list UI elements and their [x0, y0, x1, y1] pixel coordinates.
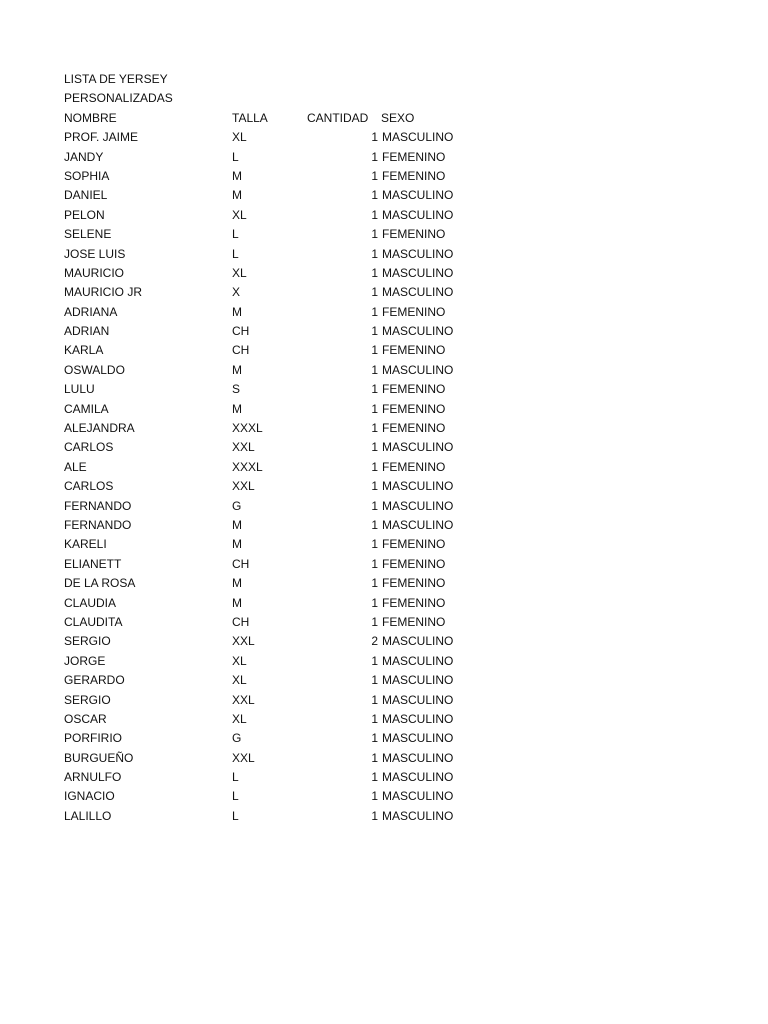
jersey-list-sheet [64, 70, 464, 826]
row-size: XL [232, 207, 247, 222]
row-quantity: 1 [371, 343, 378, 358]
row-name: MAURICIO [64, 265, 124, 280]
row-quantity: 1 [371, 324, 378, 339]
roster-rows [64, 128, 464, 826]
row-quantity: 1 [371, 479, 378, 494]
row-quantity: 1 [371, 304, 378, 319]
row-sex: FEMENINO [382, 576, 446, 591]
row-sex: MASCULINO [382, 789, 454, 804]
table-row [64, 264, 464, 283]
row-size: XXL [232, 440, 255, 455]
row-size: XL [232, 130, 247, 145]
row-name: ARNULFO [64, 770, 122, 785]
row-size: XL [232, 673, 247, 688]
row-quantity: 1 [371, 576, 378, 591]
row-sex: FEMENINO [382, 168, 446, 183]
row-size: G [232, 731, 242, 746]
row-quantity: 1 [371, 537, 378, 552]
row-sex: MASCULINO [382, 692, 454, 707]
table-row [64, 458, 464, 477]
row-quantity: 1 [371, 362, 378, 377]
row-quantity: 1 [371, 188, 378, 203]
row-name: SERGIO [64, 692, 111, 707]
table-row [64, 632, 464, 651]
header-size: TALLA [232, 110, 268, 125]
row-quantity: 1 [371, 673, 378, 688]
row-quantity: 1 [371, 285, 378, 300]
table-row [64, 749, 464, 768]
row-name: ALE [64, 459, 87, 474]
table-row [64, 555, 464, 574]
table-row [64, 341, 464, 360]
row-name: DE LA ROSA [64, 576, 136, 591]
row-sex: FEMENINO [382, 382, 446, 397]
table-row [64, 535, 464, 554]
row-quantity: 1 [371, 789, 378, 804]
table-row [64, 574, 464, 593]
row-size: XL [232, 265, 247, 280]
row-quantity: 1 [371, 556, 378, 571]
row-name: ELIANETT [64, 556, 122, 571]
row-size: L [232, 246, 239, 261]
row-quantity: 1 [371, 168, 378, 183]
row-sex: FEMENINO [382, 537, 446, 552]
row-sex: FEMENINO [382, 304, 446, 319]
row-size: M [232, 304, 242, 319]
document-title: LISTA DE YERSEY [64, 72, 168, 86]
row-sex: FEMENINO [382, 421, 446, 436]
row-sex: MASCULINO [382, 362, 454, 377]
row-size: XXL [232, 634, 255, 649]
table-row [64, 807, 464, 826]
row-size: M [232, 188, 242, 203]
row-quantity: 1 [371, 808, 378, 823]
table-row [64, 768, 464, 787]
row-sex: MASCULINO [382, 188, 454, 203]
row-size: X [232, 285, 241, 300]
row-quantity: 1 [371, 246, 378, 261]
row-quantity: 1 [371, 149, 378, 164]
row-quantity: 1 [371, 731, 378, 746]
row-name: DANIEL [64, 188, 108, 203]
row-sex: MASCULINO [382, 673, 454, 688]
row-quantity: 1 [371, 770, 378, 785]
row-sex: MASCULINO [382, 634, 454, 649]
table-row [64, 245, 464, 264]
table-row [64, 652, 464, 671]
table-row [64, 613, 464, 632]
row-quantity: 1 [371, 711, 378, 726]
row-size: CH [232, 614, 250, 629]
row-quantity: 1 [371, 421, 378, 436]
row-sex: FEMENINO [382, 227, 446, 242]
table-row [64, 671, 464, 690]
table-row [64, 380, 464, 399]
row-sex: MASCULINO [382, 479, 454, 494]
row-quantity: 1 [371, 382, 378, 397]
row-quantity: 1 [371, 265, 378, 280]
row-name: LALILLO [64, 808, 112, 823]
row-quantity: 1 [371, 692, 378, 707]
row-sex: MASCULINO [382, 324, 454, 339]
table-row [64, 594, 464, 613]
row-name: JORGE [64, 653, 106, 668]
row-sex: MASCULINO [382, 808, 454, 823]
row-quantity: 1 [371, 440, 378, 455]
row-name: FERNANDO [64, 517, 132, 532]
row-quantity: 1 [371, 401, 378, 416]
row-sex: MASCULINO [382, 440, 454, 455]
row-name: JANDY [64, 149, 104, 164]
row-name: JOSE LUIS [64, 246, 126, 261]
row-quantity: 1 [371, 517, 378, 532]
row-sex: MASCULINO [382, 750, 454, 765]
row-name: CARLOS [64, 440, 114, 455]
row-sex: MASCULINO [382, 770, 454, 785]
table-row [64, 691, 464, 710]
row-name: PELON [64, 207, 105, 222]
row-name: ALEJANDRA [64, 421, 135, 436]
table-row [64, 303, 464, 322]
row-sex: MASCULINO [382, 246, 454, 261]
row-size: L [232, 149, 239, 164]
table-row [64, 438, 464, 457]
table-row [64, 729, 464, 748]
row-name: FERNANDO [64, 498, 132, 513]
row-quantity: 1 [371, 207, 378, 222]
row-name: OSWALDO [64, 362, 125, 377]
row-size: M [232, 401, 242, 416]
row-size: XL [232, 653, 247, 668]
row-size: XL [232, 711, 247, 726]
row-size: L [232, 770, 239, 785]
row-quantity: 1 [371, 130, 378, 145]
row-sex: FEMENINO [382, 614, 446, 629]
row-size: M [232, 537, 242, 552]
row-size: XXXL [232, 459, 263, 474]
table-row [64, 400, 464, 419]
row-size: M [232, 168, 242, 183]
row-name: GERARDO [64, 673, 125, 688]
row-name: CARLOS [64, 479, 114, 494]
row-name: MAURICIO JR [64, 285, 142, 300]
row-size: CH [232, 324, 250, 339]
row-name: CLAUDIA [64, 595, 117, 610]
table-row [64, 497, 464, 516]
row-size: M [232, 362, 242, 377]
table-row [64, 283, 464, 302]
row-size: M [232, 595, 242, 610]
row-name: SERGIO [64, 634, 111, 649]
row-size: XXXL [232, 421, 263, 436]
row-size: L [232, 808, 239, 823]
row-quantity: 1 [371, 459, 378, 474]
row-sex: MASCULINO [382, 517, 454, 532]
table-row [64, 128, 464, 147]
table-row [64, 787, 464, 806]
table-row [64, 419, 464, 438]
row-name: PORFIRIO [64, 731, 123, 746]
row-name: BURGUEÑO [64, 750, 134, 765]
table-row [64, 206, 464, 225]
row-sex: FEMENINO [382, 401, 446, 416]
table-row [64, 322, 464, 341]
table-row [64, 225, 464, 244]
row-name: CAMILA [64, 401, 109, 416]
document-subtitle: PERSONALIZADAS [64, 91, 173, 106]
row-name: SOPHIA [64, 168, 110, 183]
table-row [64, 710, 464, 729]
table-row [64, 186, 464, 205]
row-sex: FEMENINO [382, 595, 446, 610]
row-name: ADRIANA [64, 304, 118, 319]
table-row [64, 361, 464, 380]
row-name: LULU [64, 382, 95, 397]
row-quantity: 1 [371, 227, 378, 242]
row-quantity: 1 [371, 614, 378, 629]
row-name: IGNACIO [64, 789, 115, 804]
row-name: PROF. JAIME [64, 130, 139, 145]
row-sex: FEMENINO [382, 556, 446, 571]
row-sex: MASCULINO [382, 130, 454, 145]
row-name: KARLA [64, 343, 104, 358]
row-size: XXL [232, 479, 255, 494]
row-size: XXL [232, 692, 255, 707]
row-sex: MASCULINO [382, 285, 454, 300]
row-size: M [232, 576, 242, 591]
table-row [64, 516, 464, 535]
row-quantity: 1 [371, 750, 378, 765]
row-name: CLAUDITA [64, 614, 123, 629]
row-size: G [232, 498, 242, 513]
row-sex: MASCULINO [382, 653, 454, 668]
row-size: M [232, 517, 242, 532]
row-sex: MASCULINO [382, 207, 454, 222]
row-size: CH [232, 556, 250, 571]
row-sex: FEMENINO [382, 459, 446, 474]
row-sex: MASCULINO [382, 731, 454, 746]
table-row [64, 167, 464, 186]
row-size: L [232, 789, 239, 804]
header-row [64, 109, 464, 128]
title-line-2 [64, 89, 464, 108]
row-quantity: 1 [371, 653, 378, 668]
row-size: S [232, 382, 241, 397]
row-sex: MASCULINO [382, 711, 454, 726]
table-row [64, 148, 464, 167]
row-name: OSCAR [64, 711, 107, 726]
row-size: CH [232, 343, 250, 358]
row-name: ADRIAN [64, 324, 110, 339]
row-name: SELENE [64, 227, 112, 242]
row-sex: MASCULINO [382, 498, 454, 513]
row-quantity: 2 [371, 634, 378, 649]
row-sex: FEMENINO [382, 343, 446, 358]
row-size: XXL [232, 750, 255, 765]
row-name: KARELI [64, 537, 107, 552]
header-name: NOMBRE [64, 110, 117, 125]
row-sex: MASCULINO [382, 265, 454, 280]
row-sex: FEMENINO [382, 149, 446, 164]
title-line-1 [64, 70, 464, 89]
row-quantity: 1 [371, 595, 378, 610]
header-sex: SEXO [381, 110, 415, 125]
header-quantity: CANTIDAD [307, 110, 369, 125]
table-row [64, 477, 464, 496]
row-quantity: 1 [371, 498, 378, 513]
row-size: L [232, 227, 239, 242]
